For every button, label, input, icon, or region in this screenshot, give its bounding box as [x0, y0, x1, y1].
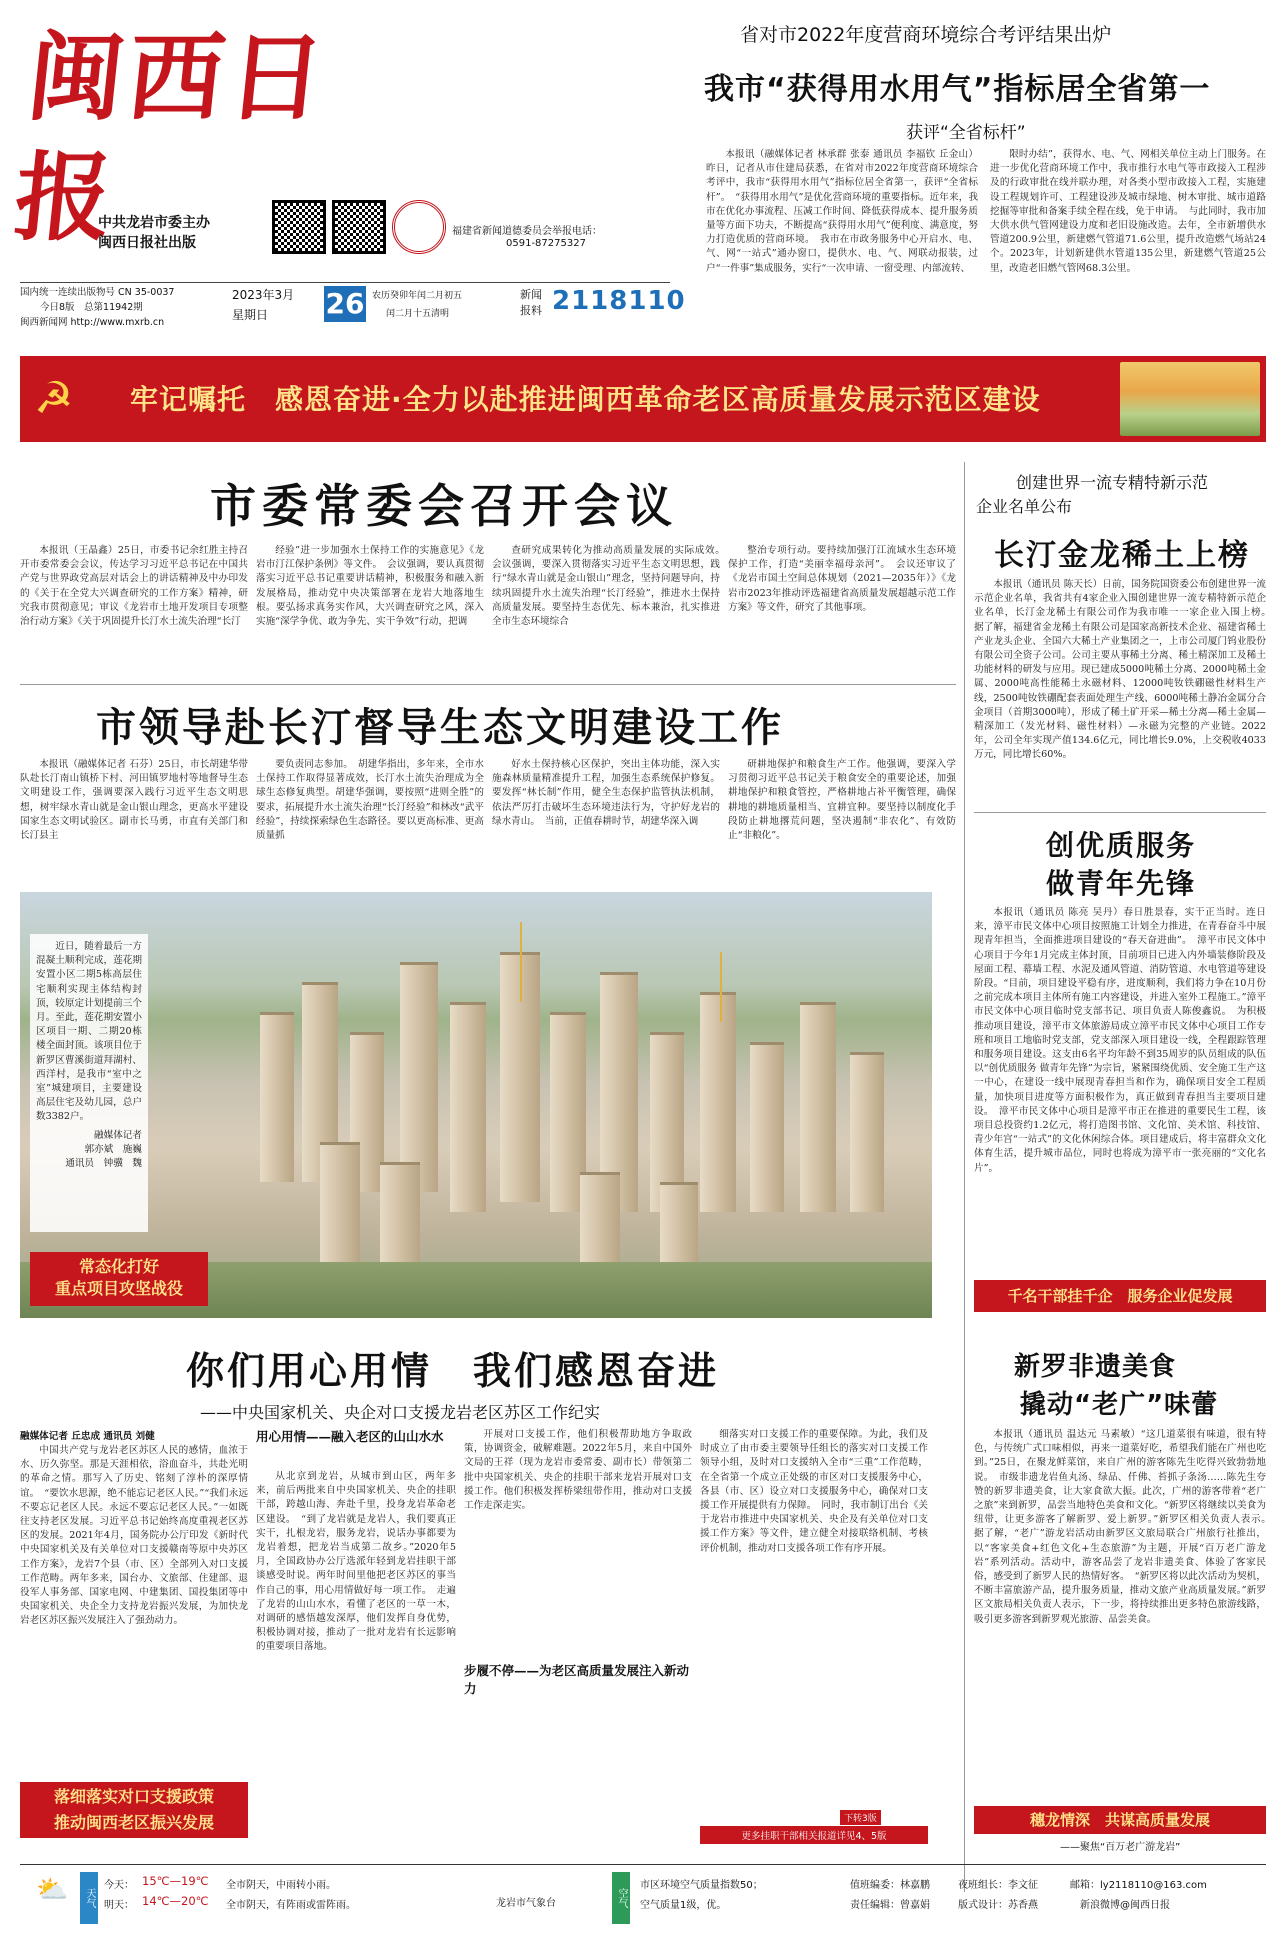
photo-caption-box — [30, 934, 148, 1232]
sidebar1-kicker-2: 企业名单公布 — [976, 497, 1073, 516]
sidebar1-kicker-1: 创建世界一流专精特新示范 — [1016, 473, 1209, 492]
sidebar2-body: 本报讯（通讯员 陈亮 吴丹）春日胜景春，实干正当时。连日来，漳平市民文体中心项目按照施工计划全力推进，在青春奋斗中展现青年担当，全面推进项目建设的“春天奋进曲”。 漳平市民文体中心项目于今年1月完成主体封顶，目前项目已进入内外墙装修阶段及屋面工程、幕墙工程、水泥及通风管道、消防管道、水电管道等建设阶段。“目前，项目建设平稳有序，进度顺利，我们将力争在10月份之前完成本项目主体所有施工内容建设，并进入室外工程施工。”漳平市民文体中心项目临时党支部书记、项目负责人陈俊鑫说。 为积极推动项目建设，漳平市文体旅游局成立漳平市民文体中心项目工作专班和项目工地临时党支部，党支部深入项目建设一线，全程跟踪管理和服务项目建设。这支由6名平均年龄不到35周岁的队员组成的队伍以“创优质服务 做青年先锋”为宗旨，紧紧围绕优质、安全施工生产这一中心，在建设一线中展现青春担当和作为，确保项目安全工程质量，加快项目进度等方面积极作为，真正做到青春担当主要项目建设。 漳平市民文体中心项目是漳平市正在推进的重要民生工程，该项目总投资约1.2亿元，将打造图书馆、文化馆、美术馆、科技馆、青少年宫“一站式”的文化休闲综合体。项目建成后，将丰富群众文化体育生活，提升城市品位，同时也将成为漳平市一张亮丽的“文化名片”。 — [974, 907, 1266, 1174]
air-quality-2: 空气质量1级，优。 — [640, 1900, 727, 1911]
sidebar1-body: 本报讯（通讯员 陈天长）日前，国务院国资委公布创建世界一流示范企业名单，我省共有4家企业入围创建世界一流专精特新示范企业名单，长汀金龙稀土有限公司作为我市唯一一家企业入围上榜。 据了解，福建省金龙稀土有限公司是国家高新技术企业、福建省稀土产业龙头企业、全国六大稀土产业集团之一，上市公司厦门钨业股份有限公司全资子公司。公司主要从事稀土分离、稀土精深加工及稀土功能材料的研发与应用。现已建成5000吨稀土分离、2000吨稀土金属、2000吨高性能稀土永磁材料、12000吨钕铁硼磁性材料生产线，2500吨钕铁硼配套表面处理生产线、6000吨稀土静冶金属分合金项目（首期3000吨），形成了稀土矿开采—稀土分离—稀土金属—精深加工（发光材料、磁性材料）—永磁为完整的产业链。2022年，公司全年实现产值134.6亿元，同比增长9.0%，上交税收4033万元，同比增长60%。 — [974, 579, 1276, 761]
logo-badge-icon — [392, 200, 446, 254]
editor-3: 夜班组长：李文征 — [958, 1880, 1038, 1891]
slogan-text: 牢记嘱托 感恩奋进·全力以赴推进闽西革命老区高质量发展示范区建设 — [130, 383, 1041, 416]
photo-byline-1: 融媒体记者 — [94, 1129, 142, 1141]
top-story-kicker: 省对市2022年度营商环境综合考评结果出炉 — [740, 24, 1112, 46]
weather-label: 天气 — [80, 1872, 98, 1924]
top-story-col-2: 限时办结”，获得水、电、气、网相关单位主动上门服务。在进一步优化营商环境工作中，我市推行水电气等市政接入工程涉及的行政审批在线并联办理，对各类小型市政接入工程，实施建设工程规划许可、工程建设涉及城市绿地、树木审批、城市道路挖掘等审批和备案手续全程在线，免于申请。 与此同时，我市加大供水供气管网建设力度和老旧设施改造。去年，全市新增供水管道200.9公里，新建燃气管道71.6公里，提升改造燃气场站24个。2023年，计划新建供水管道135公里，新建燃气管道25公里，改造老旧燃气管网68.3公里。 — [990, 149, 1266, 274]
pages-line: 今日8版 总第11942期 — [40, 302, 143, 313]
changting-col-3: 好水土保持核心区保护，突出主体功能，深入实施森林质量精准提升工程，加强生态系统保护修复。要发挥“林长制”作用，健全生态保护监管执法机制，依法严厉打击破坏生态环境违法行为，守护好龙岩的绿水青山。 当前，正值春耕时节，胡建华深入调 — [492, 759, 720, 827]
date-year-month: 2023年3月 — [232, 288, 295, 302]
changting-col-4: 研耕地保护和粮食生产工作。他强调，要深入学习贯彻习近平总书记关于粮食安全的重要论述，加强耕地保护和粮食管控，严格耕地占补平衡管理，确保耕地的耕地质量相当、宜耕宜种。要坚持以制度化手段防止耕地撂荒问题，坚决遏制“非农化”、有效防止“非粮化”。 — [728, 759, 956, 842]
top-story-col-1: 本报讯（融媒体记者 林承群 张泰 通讯员 李福钦 丘金山）昨日，记者从市住建局获悉，在省对市2022年度营商环境综合考评中，我市“获得用水用气”指标位居全省第一，获评“全省标杆”。 “获得用水用气”是优化营商环境的重要指标。近年来，我市在优化办事流程、压减工作时间、降低获得成本、提升服务质量等方面下功夫，不断提高“获得用水用气”便利度、满意度，努力打造优质的营商环境。 我市在市政务服务中心开启水、电、气、网“一站式”通办窗口，提供水、电、气、网联动报装，过户“一件事”集成服务，实行“一次申请、一窗受理、内部流转、 — [706, 149, 978, 274]
feature-badge: 落细落实对口支援政策 推动闽西老区振兴发展 — [20, 1782, 248, 1838]
landmark-illustration — [1120, 362, 1260, 436]
contact-email[interactable]: 邮箱：ly2118110@163.com — [1070, 1880, 1207, 1891]
feature-col-2: 从北京到龙岩，从城市到山区，两年多来，前后两批来自中央国家机关、央企的挂职干部，跨越山海、奔赴千里，投身龙岩革命老区建设。 “到了龙岩就是龙岩人，我们要真正实干，扎根龙岩，服务龙岩，说话办事都要为龙岩着想，把龙岩当成第二故乡。”2020年5月，全国政协办公厅选派年轻到龙岩挂职干部谈感受时说。两年时间里他把老区苏区的事当作自己的事，用心用情做好每一项工作。 走遍了龙岩的山山水水，看懂了老区的一草一木，对调研的感悟越发深厚，他们发挥自身优势，积极协调对接，推动了一批对龙岩有长远影响的重要项目落地。 — [256, 1471, 456, 1653]
photo-byline-3: 通讯员 钟骥 魏 — [65, 1157, 142, 1169]
today-temp: 15℃—19℃ — [142, 1874, 209, 1888]
issn-line: 国内统一连续出版物号 CN 35-0037 — [20, 287, 175, 298]
sidebar2-badge: 千名干部挂千企 服务企业促发展 — [974, 1280, 1266, 1312]
sidebar3-badge: 穗龙情深 共谋高质量发展 — [974, 1806, 1266, 1834]
feature-headline: 你们用心用情 我们感恩奋进 — [186, 1349, 720, 1393]
meeting-col-1: 本报讯（王晶鑫）25日，市委书记余红胜主持召开市委常委会会议，传达学习习近平总书记在中国共产党与世界政党高层对话会上的讲话精神及中办印发的《关于在全党大兴调查研究的工作方案》精神，研究我市贯彻意见；审议《龙岩市土地开发项目专项整治行动方案》《关于巩固提升长汀水土流失治理“长汀 — [20, 545, 248, 628]
masthead-title: 闽西日报 — [9, 21, 334, 254]
photo-badge: 常态化打好 重点项目攻坚战役 — [30, 1252, 208, 1306]
changting-col-1: 本报讯（融媒体记者 石芬）25日，市长胡建华带队赴长汀南山镇桥下村、河田镇罗地村等地督导生态文明建设工作，强调要深入践行习近平生态文明思想，树牢绿水青山就是金山银山理念，更高水平建设国家生态文明试验区。副市长马勇，市直有关部门和长汀县主 — [20, 759, 248, 842]
meeting-col-2: 经验”进一步加强水土保持工作的实施意见》《龙岩市汀江保护条例》等文件。 会议强调，要认真贯彻落实习近平总书记重要讲话精神，积极服务和融入新发展格局，推动党中央决策部署在龙岩大地落地生根。要弘扬求真务实作风，大兴调查研究之风，深入实施“深学争优、敢为争先、实干争效”行动，把调 — [256, 545, 484, 628]
feature-jump-2[interactable]: 更多挂职干部相关报道详见4、5版 — [700, 1826, 928, 1844]
editor-4: 版式设计：苏香燕 — [958, 1900, 1038, 1911]
complaint-line-2: 0591-87275327 — [506, 238, 586, 249]
feature-subhead: ——中央国家机关、央企对口支援龙岩老区苏区工作纪实 — [200, 1403, 601, 1422]
air-quality-1: 市区环境空气质量指数50； — [640, 1880, 763, 1891]
day-number: 26 — [325, 287, 365, 320]
changting-col-2: 要负责同志参加。 胡建华指出，多年来，全市水土保持工作取得显著成效，长汀水土流失治理成为全球生态修复典型。胡建华强调，要按照“进则全胜”的要求，拓展提升水土流失治理“长汀经验”和林改“武平经验”，持续探索绿色生态路径。要以更高标准、更高质量抓 — [256, 759, 484, 842]
top-story-subhead: 获评“全省标杆” — [906, 123, 1026, 143]
feature-col2-head-2: 步履不停——为老区高质量发展注入新动力 — [464, 1663, 690, 1696]
editor-1: 值班编委：林嘉鹏 — [850, 1880, 930, 1891]
feature-col-3: 开展对口支援工作，他们积极帮助地方争取政策，协调资金，破解难题。2022年5月，来自中国外文局的王祥（现为龙岩市委常委、副市长）带领第二批中央国家机关、央企的挂职干部来龙岩开展对口支援工作。他们积极发挥桥梁纽带作用，推动对口支援工作走深走实。 — [464, 1429, 692, 1512]
meeting-col-4: 整治专项行动。要持续加强汀江流域水生态环境保护工作，打造“美丽幸福母亲河”。 会议还审议了《龙岩市国土空间总体规划（2021—2035年）》《龙岩市2023年推动评选福建省高质量发展超越示范工作方案》等文件，研究了其他事项。 — [728, 545, 956, 613]
publisher-line-2: 闽西日报社出版 — [98, 235, 196, 251]
sidebar2-headline-2: 做青年先锋 — [1046, 867, 1197, 900]
feature-byline: 融媒体记者 丘忠成 通讯员 刘健 — [20, 1431, 155, 1442]
editor-2: 责任编辑：曾嘉娟 — [850, 1900, 930, 1911]
sidebar3-badge-sub: ——聚焦“百万老广游龙岩” — [1060, 1842, 1181, 1853]
lunar-line-2: 闰二月十五清明 — [386, 309, 450, 319]
sidebar2-headline-1: 创优质服务 — [1046, 829, 1197, 862]
tomorrow-temp: 14℃—20℃ — [142, 1894, 209, 1908]
hotline-number: 2118110 — [552, 286, 686, 316]
today-label: 今天： — [104, 1880, 134, 1891]
party-emblem-icon: ☭ — [34, 373, 74, 424]
tomorrow-desc: 全市阴天，有阵雨或雷阵雨。 — [226, 1900, 356, 1911]
qr-code-app — [332, 200, 386, 254]
weather-source: 龙岩市气象台 — [496, 1898, 556, 1909]
sidebar3-headline-2: 撬动“老广”味蕾 — [1020, 1390, 1219, 1420]
today-desc: 全市阴天，中雨转小雨。 — [226, 1880, 336, 1891]
feature-col-4: 细落实对口支援工作的重要保障。为此，我们及时成立了由市委主要领导任组长的落实对口支援工作领导小组，及时对口支援纳入全市“三重”工作范畴，在全省第一个成立正处级的市区对口支援服务中心，各县（市、区）设立对口支援服务中心，确保对口支援工作开展提供有力保障。 同时，我市制订出台《关于龙岩市推进中央国家机关、央企及有关单位对口支援工作方案》等文件，建立健全对接联络机制、考核评价机制，推动对口支援各项工作有序开展。 — [700, 1429, 928, 1554]
complaint-line-1: 福建省新闻道德委员会举报电话： — [452, 226, 602, 237]
sidebar3-body: 本报讯（通讯员 温达元 马素敏）“这几道菜很有味道，很有特色，与传统广式口味相似，再来一道菜好吃，希望我们能在广州也吃到。”25日，在聚龙鲜菜馆，来自广州的游客陈先生吃得兴致勃勃地说。 市级非遗龙岩鱼丸汤、绿品、仟佛、苔抓子条汤……陈先生夸赞的新罗非遗美食，让大家食欲大振。此次，广州的游客带着“老广之旅”来到新罗，品尝当地特色美食和文化。“新罗区将继续以美食为纽带，让更多游客了解新罗、爱上新罗。”新罗区相关负责人表示。 据了解，“老广”游龙岩活动由新罗区文旅局联合广州旅行社推出，以“客家美食+红色文化+生态旅游”为主题，开展“百万老广游龙岩”系列活动。活动中，游客品尝了龙岩非遗美食、体验了客家民俗，感受到了新罗人民的热情好客。 “新罗区将以此次活动为契机，不断丰富旅游产品，提升服务质量，推动文旅产业高质量发展。”新罗区文旅局相关负责人表示，下一步，将持续推出更多特色旅游线路，吸引更多游客到新罗观光旅游、品尝美食。 — [974, 1429, 1276, 1625]
feature-col2-head: 用心用情——融入老区的山山水水 — [256, 1429, 444, 1444]
top-story-headline: 我市“获得用水用气”指标居全省第一 — [704, 72, 1211, 107]
feature-jump-1[interactable]: 下转3版 — [840, 1810, 881, 1825]
publisher-line-1: 中共龙岩市委主办 — [98, 215, 210, 231]
sidebar3-headline-1: 新罗非遗美食 — [1014, 1352, 1177, 1382]
lunar-line-1: 农历癸卯年闰二月初五 — [372, 291, 463, 301]
meeting-headline: 市委常委会召开会议 — [210, 479, 678, 533]
hotline-label-2: 报料 — [520, 304, 542, 317]
air-label: 空气 — [612, 1872, 630, 1924]
changting-headline: 市领导赴长汀督导生态文明建设工作 — [96, 705, 784, 751]
sidebar1-headline: 长汀金龙稀土上榜 — [994, 538, 1250, 573]
photo-byline-2: 郭亦斌 施巍 — [84, 1143, 142, 1155]
feature-col-1: 中国共产党与龙岩老区苏区人民的感情，血浓于水、历久弥坚。那是天涯相依，浴血奋斗，共赴光明的革命之情。那写入了历史、铭刻了淳朴的深厚情谊。 “要饮水思源，绝不能忘记老区人民。”“我们永远不要忘记老区人民。永远不要忘记老区人民。”一如既往支持老区发展。习近平总书记始终高度重视老区苏区的发展。2021年4月，国务院办公厅印发《新时代中央国家机关及有关单位对口支援赣南等原中央苏区工作方案》，龙岩7个县（市、区）全部列入对口支援工作范畴。两年多来，国台办、文旅部、住建部、退役军人事务部、国家电网、中建集团、国投集团等中央国家机关、央企全力支持龙岩振兴发展，为加快龙岩老区苏区振兴发展注入了强劲动力。 — [20, 1445, 248, 1627]
contact-weibo[interactable]: 新浪微博@闽西日报 — [1080, 1900, 1170, 1911]
slogan-banner — [20, 356, 1266, 442]
tomorrow-label: 明天： — [104, 1900, 134, 1911]
hotline-label-1: 新闻 — [520, 288, 542, 301]
website-line: 闽西新闻网 http://www.mxrb.cn — [20, 317, 165, 328]
photo-caption: 近日，随着最后一方混凝土顺利完成，莲花期安置小区二期5栋高层住宅顺利实现主体结构封顶，较原定计划提前三个月。至此，莲花期安置小区项目一期、二期20栋楼全面封顶。该项目位于新罗区曹溪街道拜湖村、西洋村，是我市“室中之室”城建项目，主要建设高层住宅及幼儿园，总户数3382户。 — [36, 941, 142, 1123]
qr-code-weixin — [272, 200, 326, 254]
weather-sun-cloud-icon: ⛅ — [36, 1875, 69, 1905]
meeting-col-3: 查研究成果转化为推动高质量发展的实际成效。 会议强调，要深入贯彻落实习近平生态文明思想，践行“绿水青山就是金山银山”理念，坚持问题导向，持续巩固提升水土流失治理“长汀经验”，推进水土保持高质量发展。要坚持生态优先、标本兼治，扎实推进全市生态环境综合 — [492, 545, 730, 628]
weekday: 星期日 — [232, 308, 269, 322]
